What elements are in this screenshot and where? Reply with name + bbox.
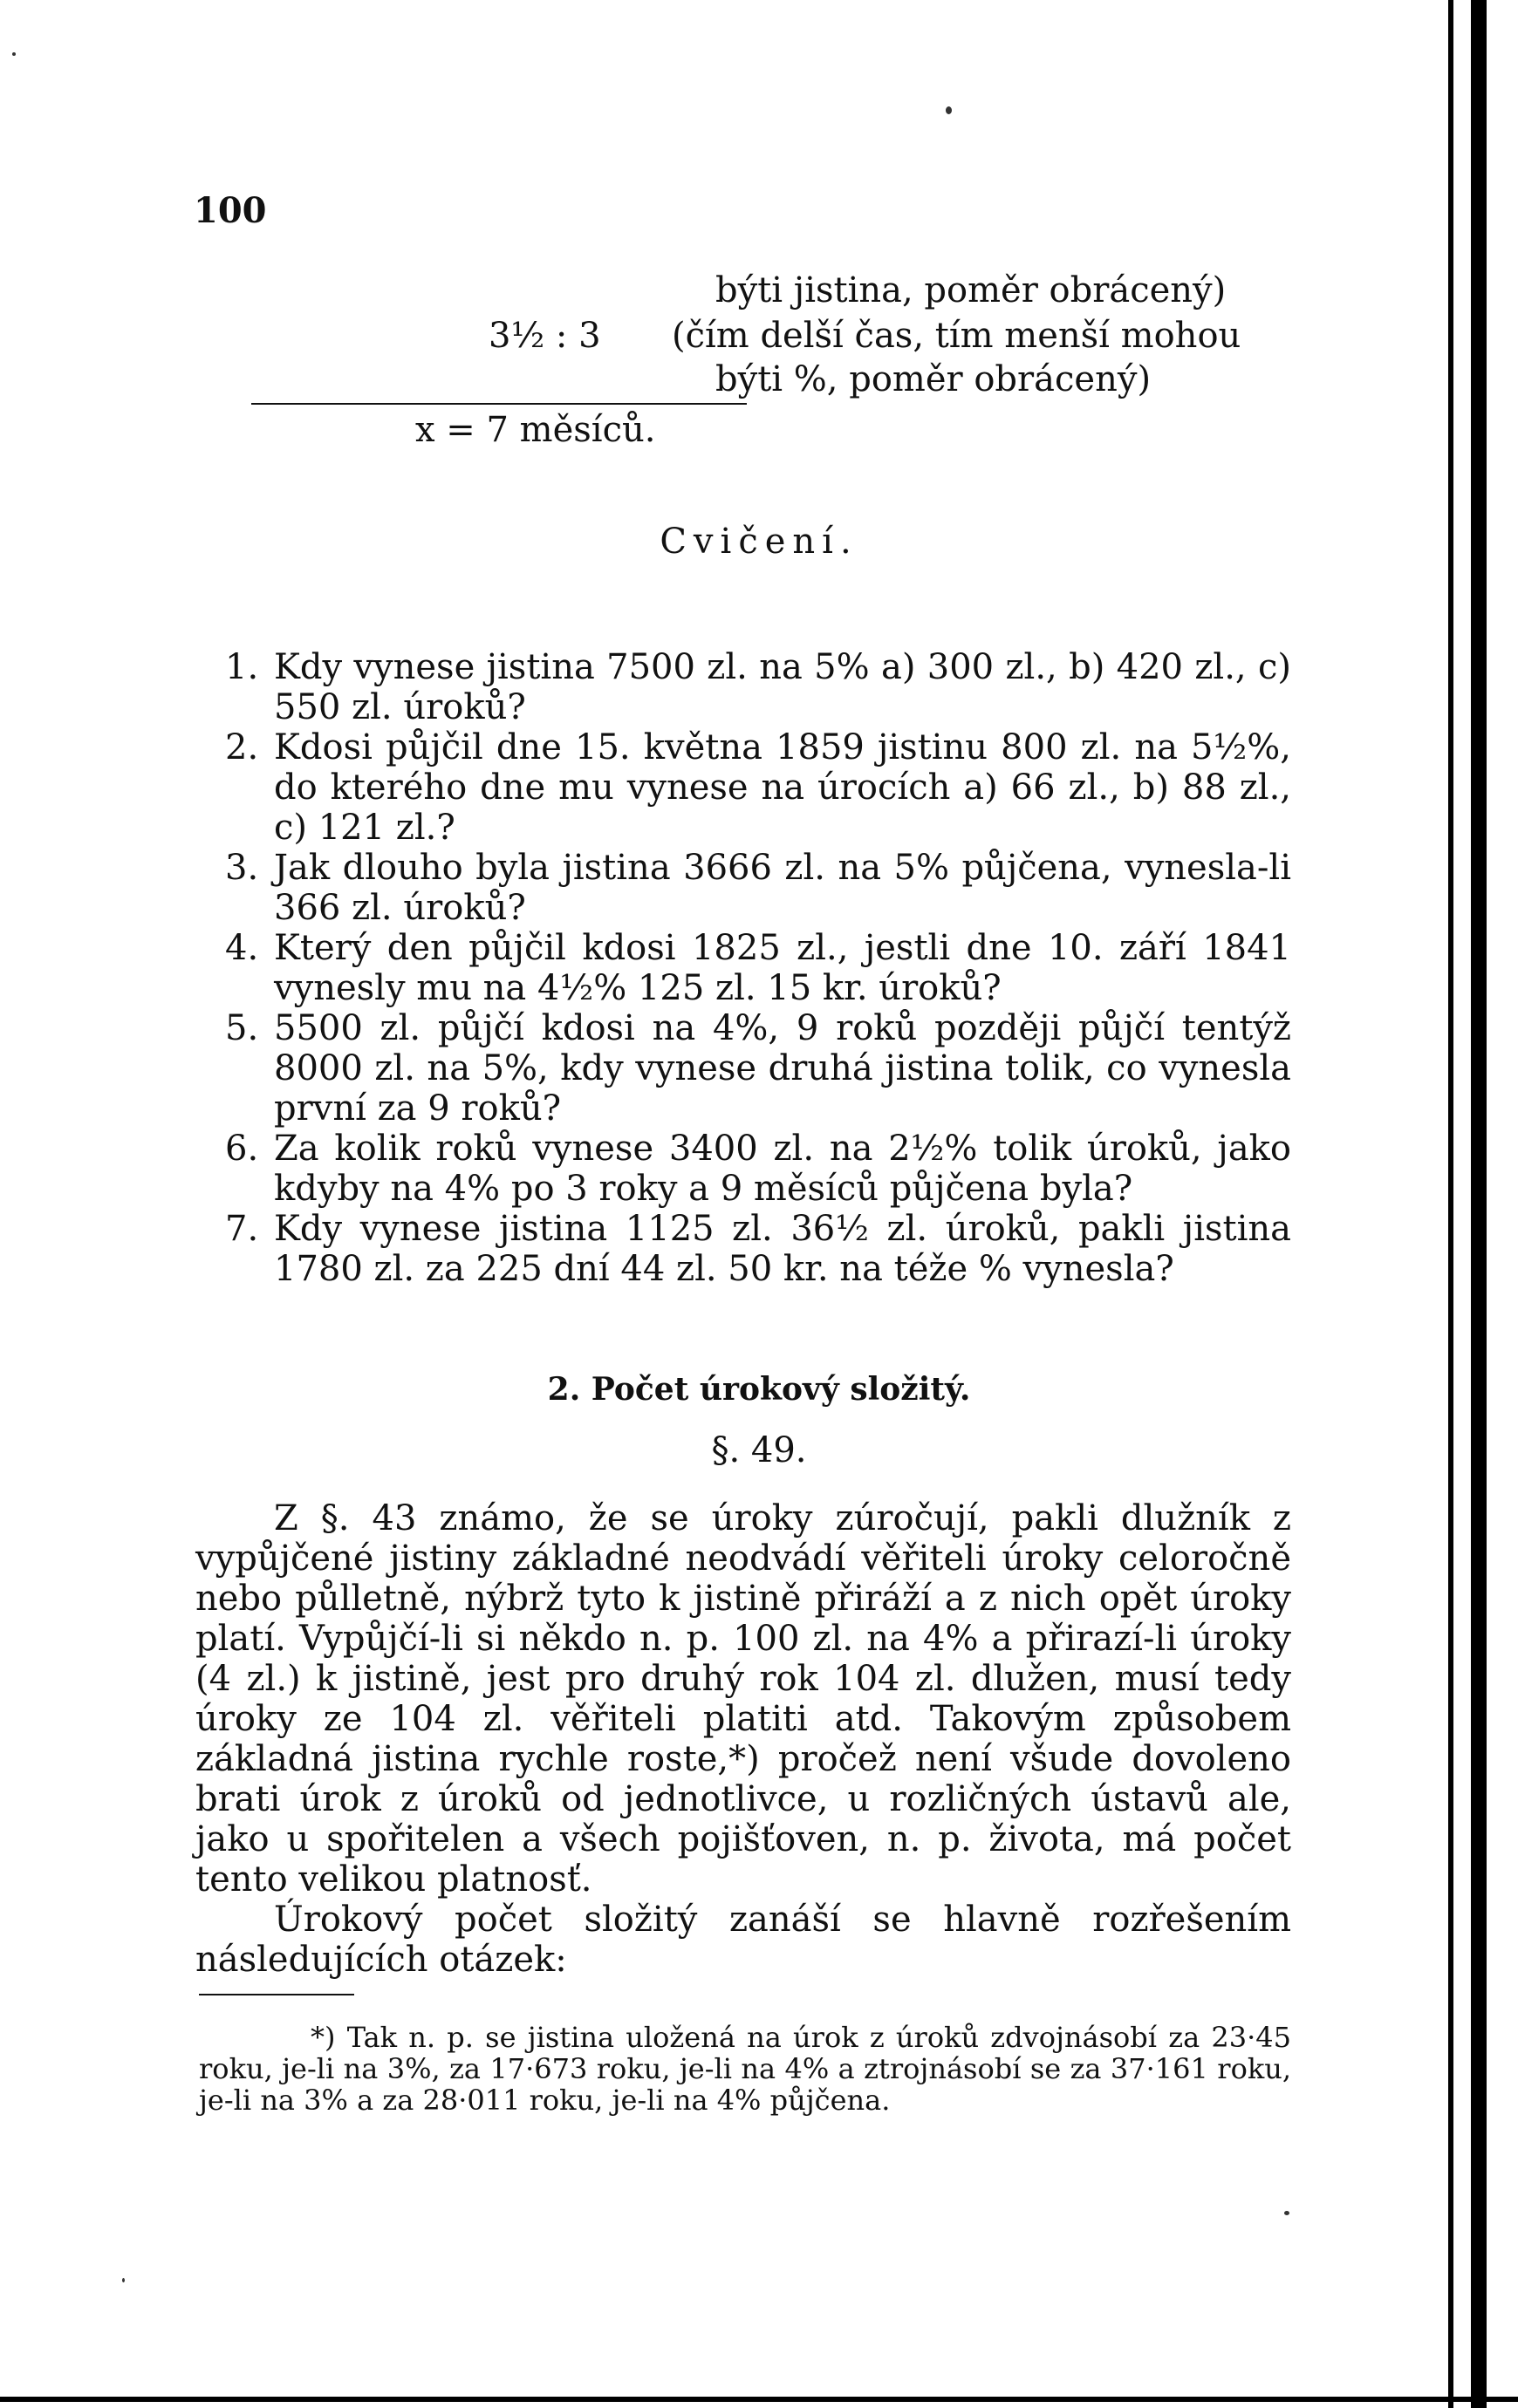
- exercise-number: 2.: [225, 727, 259, 767]
- scan-speck: [122, 2278, 125, 2282]
- footnote-rule: [199, 1994, 354, 1995]
- body-paragraph: Úrokový počet složitý zanáší se hlavně rozřešením následujících otázek:: [195, 1900, 1291, 1980]
- proportion-rule: [251, 403, 747, 405]
- proportion-bottom-line: býti %, poměr obrácený): [715, 359, 1152, 399]
- scan-edge-bottom: [0, 2397, 1518, 2402]
- exercise-number: 6.: [225, 1129, 259, 1169]
- proportion-top-line: býti jistina, poměr obrácený): [715, 270, 1227, 310]
- scan-edge-thin: [1448, 0, 1453, 2408]
- exercise-number: 1.: [225, 647, 259, 687]
- exercise-text: Který den půjčil kdosi 1825 zl., jestli dne 10. září 1841 vynesly mu na 4½% 125 zl. 15 kr. úroků?: [274, 928, 1291, 1008]
- exercise-item: [225, 928, 1291, 1008]
- exercise-number: 3.: [225, 848, 259, 888]
- exercise-item: [225, 1129, 1291, 1209]
- scan-speck: [12, 52, 16, 56]
- proportion-ratio: 3½ : 3: [489, 316, 601, 356]
- exercise-text: Kdy vynese jistina 7500 zl. na 5% a) 300 zl., b) 420 zl., c) 550 zl. úroků?: [274, 647, 1291, 727]
- exercise-item: [225, 1209, 1291, 1289]
- exercise-text: Za kolik roků vynese 3400 zl. na 2½% tolik úroků, jako kdyby na 4% po 3 roky a 9 měsíců půjčena byla?: [274, 1129, 1291, 1209]
- exercise-item: [225, 848, 1291, 928]
- exercise-number: 5.: [225, 1008, 259, 1048]
- page-number: 100: [194, 190, 267, 231]
- exercise-text: 5500 zl. půjčí kdosi na 4%, 9 roků později půjčí tentýž 8000 zl. na 5%, kdy vynese druhá jistina tolik, co vynesla první za 9 roků?: [274, 1008, 1291, 1129]
- scan-speck: [1284, 2211, 1289, 2215]
- exercise-text: Jak dlouho byla jistina 3666 zl. na 5% půjčena, vynesla-li 366 zl. úroků?: [274, 848, 1291, 928]
- proportion-result: x = 7 měsíců.: [415, 410, 656, 450]
- exercise-list: [225, 647, 1291, 1289]
- section-title: 2. Počet úrokový složitý.: [547, 1371, 971, 1408]
- scan-speck: [946, 106, 952, 114]
- exercise-item: [225, 647, 1291, 727]
- scan-edge-right: [1471, 0, 1487, 2408]
- exercise-item: [225, 1008, 1291, 1129]
- footnote-text: *) Tak n. p. se jistina uložená na úrok z úroků zdvojnásobí za 23·45 roku, je-li na 3%, za 17·673 roku, je-li na 4% a ztrojnásobí se za 37·161 roku, je-li na 3% a za 28·011 roku, je-li na 4% půjčena.: [199, 2021, 1291, 2117]
- body-paragraph: Z §. 43 známo, že se úroky zúročují, pakli dlužník z vypůjčené jistiny základné neodvádí věřiteli úroky celoročně nebo půlletně, nýbrž tyto k jistině přiráží a z nich opět úroky platí. Vypůjčí-li si někdo n. p. 100 zl. na 4% a přirazí-li úroky (4 zl.) k jistině, jest pro druhý rok 104 zl. dlužen, musí tedy úroky ze 104 zl. věřiteli platiti atd. Takovým způsobem základná jistina rychle roste,*) pročež není všude dovoleno brati úrok z úroků od jednotlivce, u rozličných ústavů ale, jako u spořitelen a všech pojišťoven, n. p. života, má počet tento velikou platnosť.: [195, 1498, 1291, 1900]
- exercises-heading: Cvičení.: [660, 522, 858, 562]
- exercise-number: 4.: [225, 928, 259, 968]
- exercise-text: Kdy vynese jistina 1125 zl. 36½ zl. úroků, pakli jistina 1780 zl. za 225 dní 44 zl. 50 kr. na téže % vynesla?: [274, 1209, 1291, 1289]
- paragraph-title: §. 49.: [711, 1430, 807, 1470]
- exercise-text: Kdosi půjčil dne 15. května 1859 jistinu 800 zl. na 5½%, do kterého dne mu vynese na úrocích a) 66 zl., b) 88 zl., c) 121 zl.?: [274, 727, 1291, 848]
- exercise-number: 7.: [225, 1209, 259, 1249]
- body-text: [195, 1498, 1291, 1980]
- footnote: [199, 2022, 1291, 2116]
- exercise-item: [225, 727, 1291, 848]
- proportion-middle-line: (čím delší čas, tím menší mohou: [672, 316, 1241, 356]
